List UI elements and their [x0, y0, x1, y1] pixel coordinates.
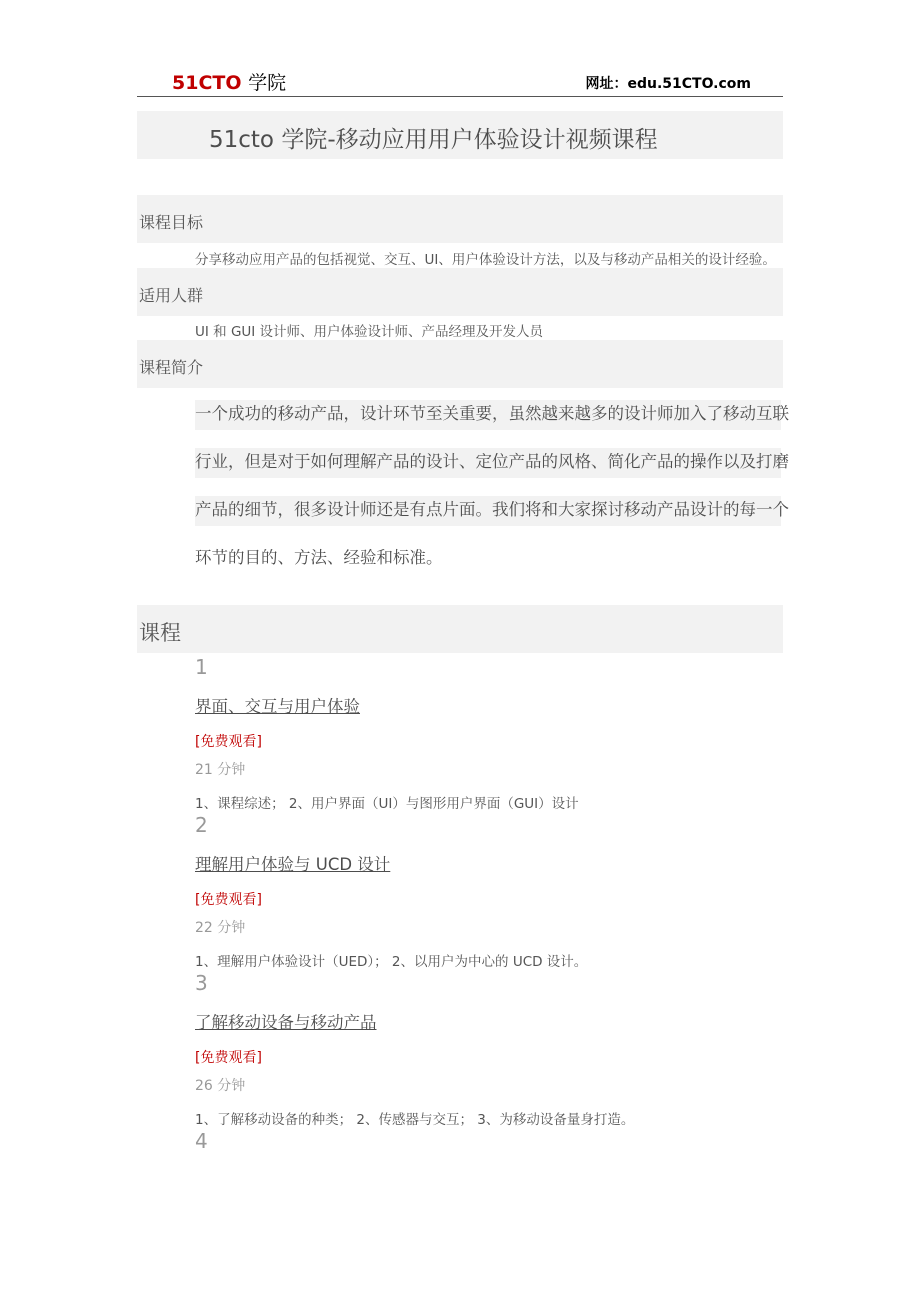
lesson-number: 1 [195, 655, 208, 679]
goal-text: 分享移动应用产品的包括视觉、交互、UI、用户体验设计方法，以及与移动产品相关的设计经验。 [195, 252, 776, 268]
lesson-duration: 22 分钟 [195, 920, 246, 936]
lesson-duration: 21 分钟 [195, 762, 246, 778]
brand-logo [172, 68, 286, 95]
lesson-description: 1、理解用户体验设计（UED）； 2、以用户为中心的 UCD 设计。 [195, 954, 588, 970]
courses-heading: 课程 [139, 621, 181, 645]
intro-line: 行业，但是对于如何理解产品的设计、定位产品的风格、简化产品的操作以及打磨 [195, 448, 781, 478]
intro-section-header [137, 340, 783, 388]
courses-section-header [137, 605, 783, 653]
page-title: 51cto 学院-移动应用用户体验设计视频课程 [209, 127, 658, 153]
intro-line: 一个成功的移动产品，设计环节至关重要，虽然越来越多的设计师加入了移动互联 [195, 400, 781, 430]
goal-section-header [137, 195, 783, 243]
audience-heading: 适用人群 [139, 286, 204, 305]
audience-text: UI 和 GUI 设计师、用户体验设计师、产品经理及开发人员 [195, 324, 544, 340]
free-watch-link[interactable]: [免费观看] [195, 892, 262, 908]
lesson-number: 4 [195, 1129, 208, 1153]
intro-heading: 课程简介 [139, 358, 204, 377]
lesson-number: 3 [195, 971, 208, 995]
free-watch-link[interactable]: [免费观看] [195, 734, 262, 750]
lesson-title-link[interactable]: 界面、交互与用户体验 [195, 697, 360, 716]
lesson-description: 1、课程综述； 2、用户界面（UI）与图形用户界面（GUI）设计 [195, 796, 579, 812]
lesson-duration: 26 分钟 [195, 1078, 246, 1094]
brand-name: 51CTO [172, 72, 242, 94]
site-url: 网址：edu.51CTO.com [585, 76, 751, 92]
brand-suffix: 学院 [248, 72, 287, 94]
lesson-number: 2 [195, 813, 208, 837]
lesson-title-link[interactable]: 理解用户体验与 UCD 设计 [195, 855, 391, 874]
intro-line: 产品的细节，很多设计师还是有点片面。我们将和大家探讨移动产品设计的每一个 [195, 496, 781, 526]
lesson-title-link[interactable]: 了解移动设备与移动产品 [195, 1013, 377, 1032]
goal-heading: 课程目标 [139, 213, 204, 232]
lesson-description: 1、了解移动设备的种类； 2、传感器与交互； 3、为移动设备量身打造。 [195, 1112, 635, 1128]
audience-section-header [137, 268, 783, 316]
intro-line: 环节的目的、方法、经验和标准。 [195, 548, 443, 567]
title-band [137, 111, 783, 159]
page-header [137, 66, 783, 97]
free-watch-link[interactable]: [免费观看] [195, 1050, 262, 1066]
